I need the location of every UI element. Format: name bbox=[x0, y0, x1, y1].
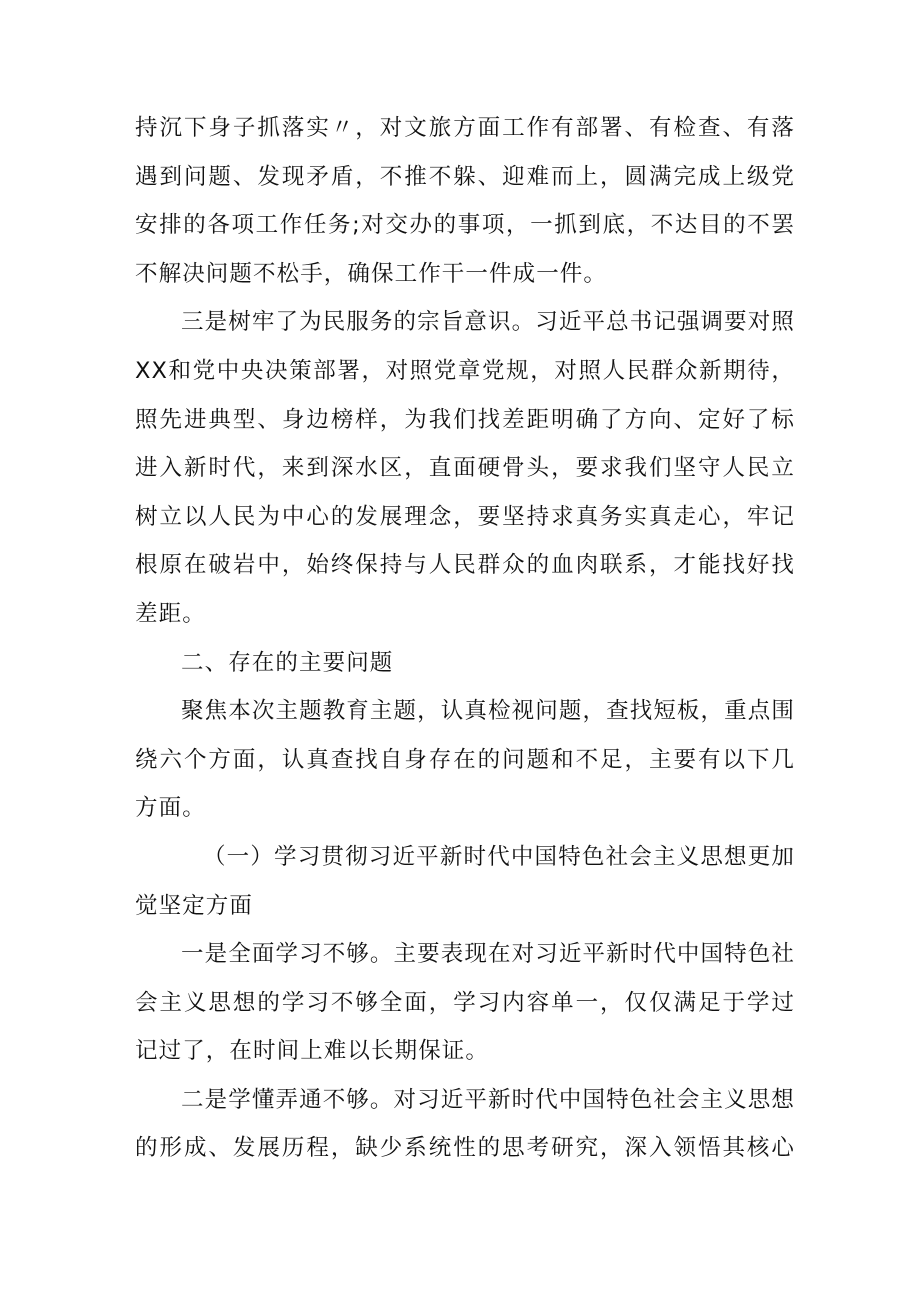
body-line-10: 根原在破岩中，始终保持与人民群众的血肉联系，才能找好找 bbox=[135, 552, 795, 579]
body-line-7: 照先进典型、身边榜样，为我们找差距明确了方向、定好了标 bbox=[135, 406, 795, 433]
body-line-15: 方面。 bbox=[135, 795, 206, 822]
body-line-9: 树立以人民为中心的发展理念，要坚持求真务实真走心，牢记 bbox=[135, 503, 795, 530]
body-line-1: 持沉下身子抓落实〃，对文旅方面工作有部署、有检查、有落 bbox=[135, 115, 795, 141]
document-body bbox=[135, 104, 795, 1173]
body-line-5: 三是树牢了为民服务的宗旨意识。习近平总书记强调要对照 bbox=[181, 309, 795, 336]
body-line-4: 不解决问题不松手，确保工作干一件成一件。 bbox=[135, 260, 608, 287]
body-line-20: 记过了，在时间上难以长期保证。 bbox=[135, 1038, 490, 1065]
body-line-8: 进入新时代，来到深水区，直面硬骨头，要求我们坚守人民立 bbox=[135, 455, 795, 482]
body-line-11: 差距。 bbox=[135, 600, 206, 627]
body-line-18: 一是全面学习不够。主要表现在对习近平新时代中国特色社 bbox=[181, 941, 795, 968]
body-line-6: XX和党中央决策部署，对照党章党规，对照人民群众新期待， bbox=[135, 357, 795, 384]
body-line-14: 绕六个方面，认真查找自身存在的问题和不足，主要有以下几 bbox=[135, 746, 795, 773]
section-heading: 二、存在的主要问题 bbox=[181, 649, 394, 676]
subsection-heading-line-2: 觉坚定方面 bbox=[135, 892, 254, 919]
body-line-22: 的形成、发展历程，缺少系统性的思考研究，深入领悟其核心 bbox=[135, 1135, 795, 1162]
body-line-13: 聚焦本次主题教育主题，认真检视问题，查找短板，重点围 bbox=[181, 698, 795, 725]
body-line-2: 遇到问题、发现矛盾，不推不躲、迎难而上，圆满完成上级党 bbox=[135, 163, 795, 190]
body-line-19: 会主义思想的学习不够全面，学习内容单一，仅仅满足于学过 bbox=[135, 989, 795, 1016]
body-line-3: 安排的各项工作任务;对交办的事项，一抓到底，不达目的不罢 bbox=[135, 212, 795, 239]
body-line-21: 二是学懂弄通不够。对习近平新时代中国特色社会主义思想 bbox=[181, 1086, 795, 1113]
subsection-heading-line-1: （一）学习贯彻习近平新时代中国特色社会主义思想更加 bbox=[203, 843, 795, 870]
